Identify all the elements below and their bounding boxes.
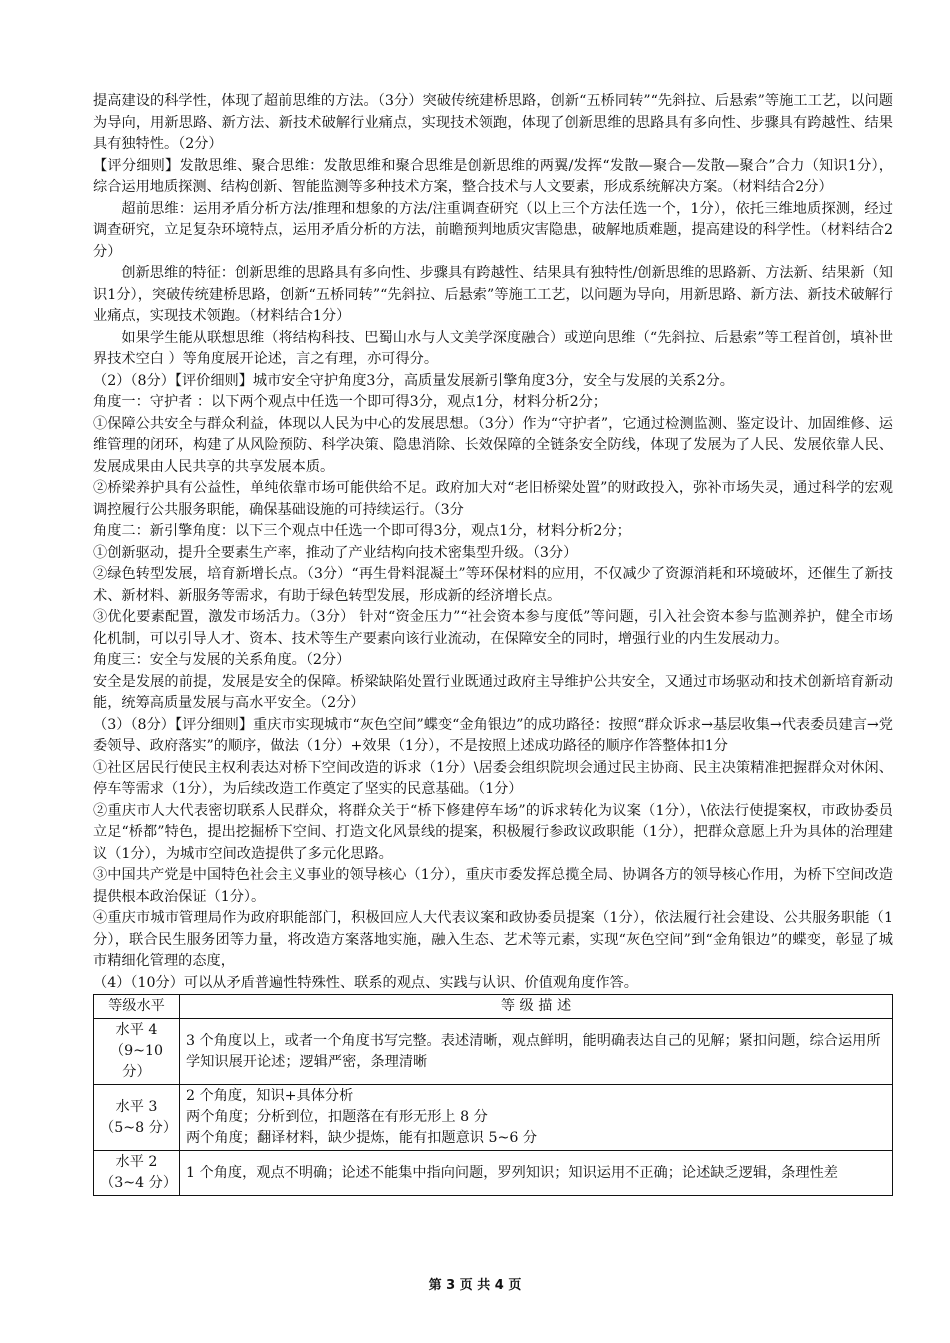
description-line: 3 个角度以上，或者一个角度书写完整。表述清晰，观点鲜明，能明确表达自己的见解；紧扣问题，综合运用所学知识展开论述；逻辑严密，条理清晰	[186, 1032, 881, 1070]
paragraph: 超前思维：运用矛盾分析方法/推理和想象的方法/注重调查研究（以上三个方法任选一个，1分），依托三维地质探测，经过调查研究，立足复杂环境特点，运用矛盾分析的方法，前瞻预判地质灾害隐患，破解地质难题，提高建设的科学性。（材料结合2分）	[93, 200, 893, 260]
paragraph: （2）（8分）【评价细则】城市安全守护角度3分，高质量发展新引擎角度3分，安全与发展的关系2分。	[93, 372, 734, 389]
table-header-level: 等级水平	[94, 995, 180, 1019]
description-line: 两个角度；翻译材料，缺少提炼，能有扣题意识 5~6 分	[186, 1130, 538, 1146]
paragraph: 角度二：新引擎角度：以下三个观点中任选一个即可得3分，观点1分，材料分析2分；	[93, 523, 631, 539]
level-cell	[94, 1085, 180, 1151]
paragraph: 创新思维的特征：创新思维的思路具有多向性、步骤具有跨越性、结果具有独特性/创新思维的思路新、方法新、结果新（知识1分），突破传统建桥思路，创新“五桥同转”“先斜拉、后悬索”等施工工艺，以问题为导向，用新思路、新方法、新技术破解行业痛点，实现技术领跑。（材料结合1分）	[93, 265, 893, 324]
description-cell	[180, 1151, 893, 1196]
paragraph: ①创新驱动，提升全要素生产率，推动了产业结构向技术密集型升级。（3分）	[93, 544, 578, 561]
paragraph: 角度三：安全与发展的关系角度。（2分）	[93, 652, 351, 668]
level-score-range: （5~8 分）	[100, 1119, 178, 1136]
table-header-row	[94, 995, 893, 1019]
paragraph: ①保障公共安全与群众利益，体现以人民为中心的发展思想。（3分）作为“守护者”，它通过检测监测、鉴定设计、加固维修、运维管理的闭环，构建了从风险预防、科学决策、隐患消除、长效保障的全链条安全防线，体现了发展为了人民、发展依靠人民、发展成果由人民共享的共享发展本质。	[93, 415, 893, 475]
paragraph: ②桥梁养护具有公益性，单纯依靠市场可能供给不足。政府加大对“老旧桥梁处置”的财政投入，弥补市场失灵，通过科学的宏观调控履行公共服务职能，确保基础设施的可持续运行。（3分	[93, 480, 893, 518]
paragraph: 角度一：守护者 ：以下两个观点中任选一个即可得3分，观点1分，材料分析2分；	[93, 394, 607, 410]
description-cell	[180, 1085, 893, 1151]
table-row	[94, 1151, 893, 1196]
description-line: 两个角度；分析到位，扣题落在有形无形上 8 分	[186, 1109, 488, 1125]
paragraph: ④重庆市城市管理局作为政府职能部门，积极回应人大代表议案和政协委员提案（1分），依法履行社会建设、公共服务职能（1分），联合民生服务团等力量，将改造方案落地实施，融入生态、艺术等元素，实现“灰色空间”到“金角银边”的蝶变，彰显了城市精细化管理的态度，	[93, 910, 893, 969]
paragraph: ③中国共产党是中国特色社会主义事业的领导核心（1分），重庆市委发挥总揽全局、协调各方的领导核心作用，为桥下空间改造提供根本政治保证（1分）。	[93, 867, 893, 905]
grading-rubric-table	[93, 994, 893, 1196]
paragraph: 安全是发展的前提，发展是安全的保障。桥梁缺陷处置行业既通过政府主导维护公共安全，又通过市场驱动和技术创新培育新动能，统筹高质量发展与高水平安全。（2分）	[93, 673, 893, 711]
paragraph: （3）（8分）【评分细则】重庆市实现城市“灰色空间”蝶变“金角银边”的成功路径：按照“群众诉求→基层收集→代表委员建言→党委领导、政府落实”的顺序，做法（1分）+效果（1分），不是按照上述成功路径的顺序作答整体扣1分	[93, 716, 893, 754]
paragraph: ③优化要素配置，激发市场活力。（3分） 针对“资金压力”“社会资本参与度低”等问题，引入社会资本参与监测养护，健全市场化机制，可以引导人才、资本、技术等生产要素向该行业流动，在保障安全的同时，增强行业的内生发展动力。	[93, 609, 893, 647]
description-line: 1 个角度，观点不明确；论述不能集中指向问题，罗列知识；知识运用不正确；论述缺乏逻辑，条理性差	[186, 1164, 838, 1181]
table-header-description: 等 级 描 述	[180, 995, 893, 1019]
level-score-range: （9~10 分）	[109, 1043, 164, 1080]
level-cell	[94, 1151, 180, 1196]
answer-content	[93, 91, 893, 1196]
page-footer: 第 3 页 共 4 页	[428, 1278, 522, 1293]
table-row	[94, 1085, 893, 1151]
paragraph: ②绿色转型发展，培育新增长点。（3分）“再生骨料混凝土”等环保材料的应用，不仅减少了资源消耗和环境破坏，还催生了新技术、新材料、新服务等需求，有助于绿色转型发展，形成新的经济增长点。	[93, 566, 893, 604]
table-row	[94, 1019, 893, 1085]
paragraph: 【评分细则】发散思维、聚合思维：发散思维和聚合思维是创新思维的两翼/发挥“发散—聚合—发散—聚合”合力（知识1分），综合运用地质探测、结构创新、智能监测等多种技术方案，整合技术与人文要素，形成系统解决方案。（材料结合2分）	[93, 157, 893, 195]
paragraph: 提高建设的科学性，体现了超前思维的方法。（3分）突破传统建桥思路，创新“五桥同转”“先斜拉、后悬索”等施工工艺，以问题为导向，用新思路、新方法、新技术破解行业痛点，实现技术领跑，体现了创新思维的思路具有多向性、步骤具有跨越性、结果具有独特性。（2分）	[93, 93, 893, 152]
paragraph-list	[93, 91, 893, 994]
level-name: 水平 2	[115, 1154, 158, 1170]
level-cell	[94, 1019, 180, 1085]
level-score-range: （3~4 分）	[100, 1175, 178, 1191]
level-name: 水平 3	[115, 1098, 158, 1115]
table-body	[94, 1019, 893, 1196]
description-cell	[180, 1019, 893, 1085]
description-line: 2 个角度，知识+具体分析	[186, 1088, 354, 1104]
level-name: 水平 4	[115, 1022, 158, 1038]
paragraph: 如果学生能从联想思维（将结构科技、巴蜀山水与人文美学深度融合）或逆向思维（“先斜拉、后悬索”等工程首创，填补世界技术空白 ）等角度展开论述，言之有理，亦可得分。	[93, 329, 893, 367]
paragraph: ①社区居民行使民主权利表达对桥下空间改造的诉求（1分）\居委会组织院坝会通过民主协商、民主决策精准把握群众对休闲、停车等需求（1分），为后续改造工作奠定了坚实的民意基础。（1分）	[93, 759, 893, 797]
paragraph: ②重庆市人大代表密切联系人民群众，将群众关于“桥下修建停车场”的诉求转化为议案（1分），\依法行使提案权，市政协委员立足“桥都”特色，提出挖掘桥下空间、打造文化风景线的提案，积极履行参政议政职能（1分），把群众意愿上升为具体的治理建议（1分），为城市空间改造提供了多元化思路。	[93, 802, 893, 862]
paragraph: （4）（10分）可以从矛盾普遍性特殊性、联系的观点、实践与认识、价值观角度作答。	[93, 974, 638, 991]
